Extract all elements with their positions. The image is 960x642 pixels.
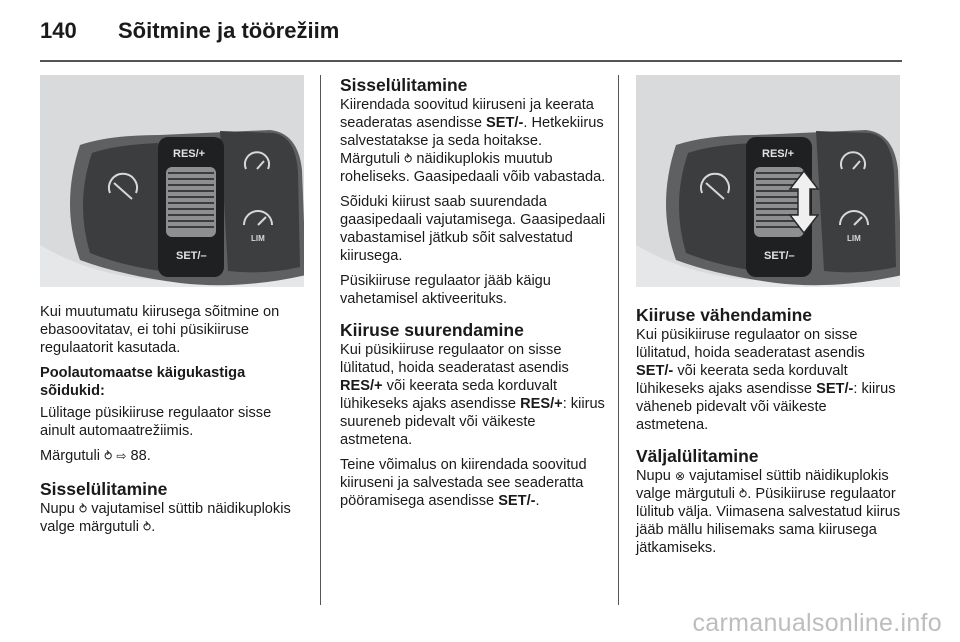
col2-heading-up: Kiiruse suurendamine bbox=[340, 320, 524, 340]
set-label-1: SET/– bbox=[176, 250, 207, 262]
page-reference-link[interactable]: 88. bbox=[130, 448, 151, 464]
watermark: carmanualsonline.info bbox=[692, 609, 942, 637]
steering-controls-figure-1 bbox=[40, 75, 304, 287]
col1-para-1: Kui muutumatu kiirusega sõitmine on ebasoovitatav, ei tohi püsikiiruse regulaatorit kasutada. bbox=[40, 304, 280, 356]
page-title: Sõitmine ja töörežiim bbox=[118, 18, 340, 43]
col2-heading-on: Sisselülitamine bbox=[340, 75, 468, 95]
page-header bbox=[40, 18, 339, 44]
col2-para-1: Kiirendada soovitud kiiruseni ja keerata seaderatas asendisse SET/-. Hetkekiirus salvestatakse ja seda hoitakse. Märgutuli ⥁ näidikuplokis muutub roheliseks. Gaasipedaali võib vabastada. bbox=[340, 97, 606, 185]
col1-heading-auto: Poolautomaatse käigukastiga sõidukid: bbox=[40, 365, 246, 399]
cruise-indicator-icon: ⥁ bbox=[143, 520, 152, 534]
cruise-indicator-icon: ⥁ bbox=[104, 449, 113, 463]
col3-heading-down: Kiiruse vähendamine bbox=[636, 305, 813, 325]
col1-heading-on: Sisselülitamine bbox=[40, 479, 168, 499]
page-number: 140 bbox=[40, 18, 77, 43]
col3-heading-off: Väljalülitamine bbox=[636, 446, 759, 466]
cruise-indicator-icon: ⥁ bbox=[404, 152, 413, 166]
lim-label-1: LIM bbox=[251, 234, 265, 243]
col1-para-4: Nupu ⥁ vajutamisel süttib näidikuplokis valge märgutuli ⥁. bbox=[40, 501, 291, 535]
header-rule bbox=[40, 60, 902, 62]
column-1 bbox=[40, 75, 306, 543]
cruise-indicator-icon: ⥁ bbox=[739, 487, 748, 501]
col2-para-4: Kui püsikiiruse regulaator on sisse lülitatud, hoida seaderatast asendis RES/+ või keerata seda korduvalt lühikeseks ajaks asendisse RES/+: kiirus suureneb pidevalt või väikeste astmetena. bbox=[340, 342, 605, 448]
column-2 bbox=[340, 75, 606, 517]
steering-controls-figure-2 bbox=[636, 75, 900, 287]
col2-para-5: Teine võimalus on kiirendada soovitud kiiruseni ja salvestada see seaderatta pööramisega asendisse SET/-. bbox=[340, 457, 587, 509]
column-3 bbox=[636, 75, 902, 564]
col1-para-2: Lülitage püsikiiruse regulaator sisse ainult automaatrežiimis. bbox=[40, 405, 272, 439]
reference-arrow-icon: ⇨ bbox=[116, 449, 127, 463]
set-label-2: SET/– bbox=[764, 250, 795, 262]
col2-para-3: Püsikiiruse regulaator jääb käigu vahetamisel aktiveerituks. bbox=[340, 273, 551, 307]
cruise-button-icon: ⥁ bbox=[78, 502, 88, 516]
column-divider-2 bbox=[618, 75, 619, 605]
res-label-2: RES/+ bbox=[762, 148, 795, 160]
lim-label-2: LIM bbox=[847, 234, 861, 243]
col3-para-1: Kui püsikiiruse regulaator on sisse lülitatud, hoida seaderatast asendis SET/- või keerata seda korduvalt lühikeseks ajaks asendisse SET/-: kiirus väheneb pidevalt või väikeste astmetena. bbox=[636, 327, 896, 433]
column-divider-1 bbox=[320, 75, 321, 605]
res-label-1: RES/+ bbox=[173, 148, 206, 160]
col3-para-2: Nupu ⊗ vajutamisel süttib näidikuplokis valge märgutuli ⥁. Püsikiiruse regulaator lülitub välja. Viimasena salvestatud kiirus jääb mällu hilisemaks sama kiirusega jätkamiseks. bbox=[636, 468, 901, 556]
cancel-button-icon: ⊗ bbox=[674, 469, 686, 483]
col1-para-3: Märgutuli ⥁ ⇨ 88. bbox=[40, 448, 151, 464]
col2-para-2: Sõiduki kiirust saab suurendada gaasipedaali vajutamisega. Gaasipedaali vabastamisel jätkub sõit salvestatud kiirusega. bbox=[340, 194, 606, 264]
